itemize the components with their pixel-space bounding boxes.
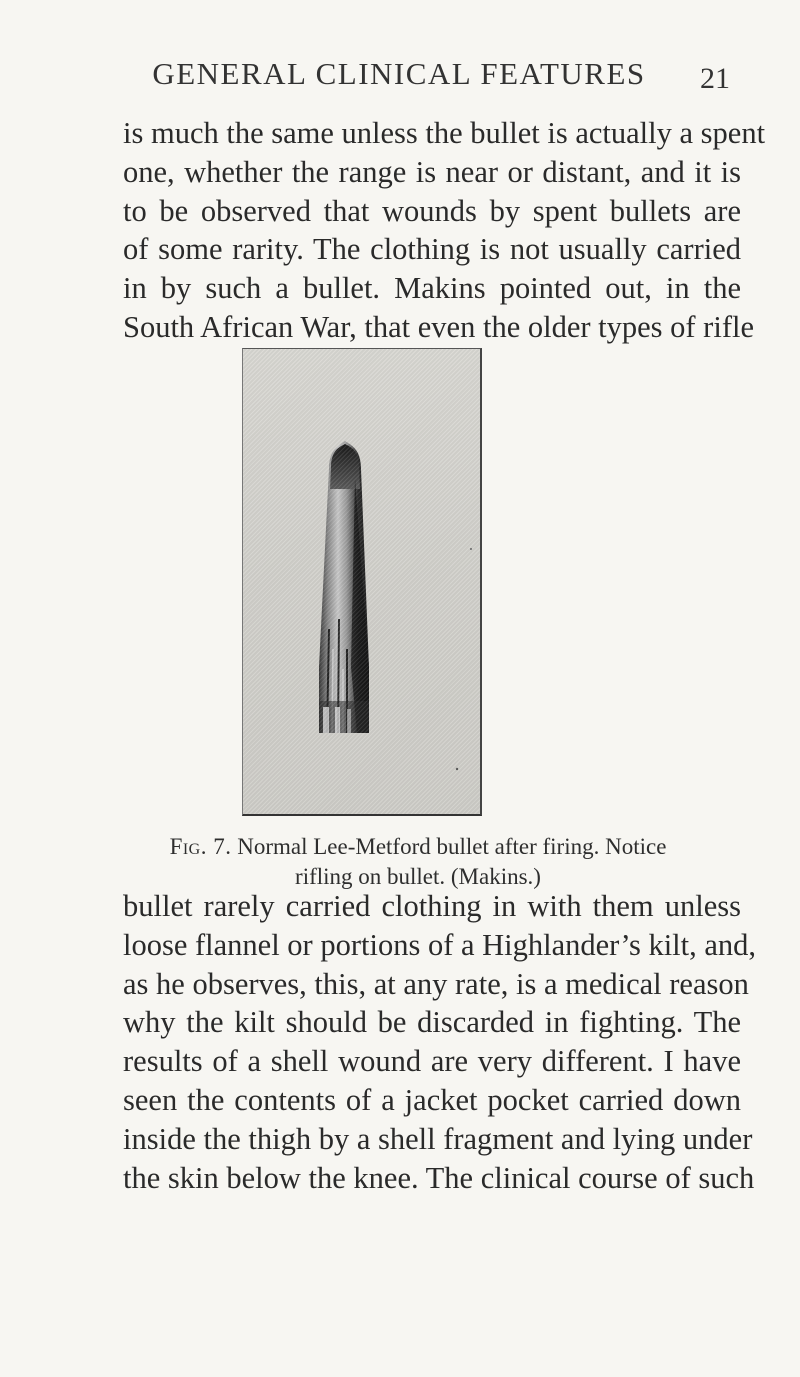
text-line: South African War, that even the older types of rifle [123, 309, 754, 344]
running-head: GENERAL CLINICAL FEATURES [152, 56, 646, 91]
text-line: inside the thigh by a shell fragment and lying under [123, 1121, 753, 1156]
text-line: as he observes, this, at any rate, is a medical reason [123, 966, 749, 1001]
text-line: in by such a bullet. Makins pointed out, in the [123, 271, 741, 306]
page-number: 21 [700, 62, 730, 95]
bullet-photograph-icon [243, 349, 479, 813]
text-line: bullet rarely carried clothing in with them unless [123, 889, 741, 923]
figure-frame [242, 348, 482, 816]
paragraph-top [123, 114, 766, 347]
text-line: to be observed that wounds by spent bullets are [123, 193, 741, 228]
paragraph-bottom [123, 887, 757, 1197]
text-line: seen the contents of a jacket pocket carried down [123, 1082, 741, 1117]
text-line: of some rarity. The clothing is not usually carried [123, 232, 741, 267]
text-line: is much the same unless the bullet is actually a spent [123, 116, 766, 150]
figure-label: Fig. 7. [169, 834, 232, 859]
text-line: one, whether the range is near or distant, and it is [123, 154, 741, 189]
text-line: loose flannel or portions of a Highlander’s kilt, and, [123, 927, 757, 962]
text-line: why the kilt should be discarded in fighting. The [123, 1005, 741, 1040]
caption-line-2: rifling on bullet. (Makins.) [295, 864, 541, 889]
figure-caption [128, 832, 708, 892]
text-line: results of a shell wound are very different. I have [123, 1044, 741, 1079]
text-line: the skin below the knee. The clinical course of such [123, 1160, 755, 1195]
caption-line-1: Normal Lee-Metford bullet after firing. Notice [237, 834, 667, 859]
